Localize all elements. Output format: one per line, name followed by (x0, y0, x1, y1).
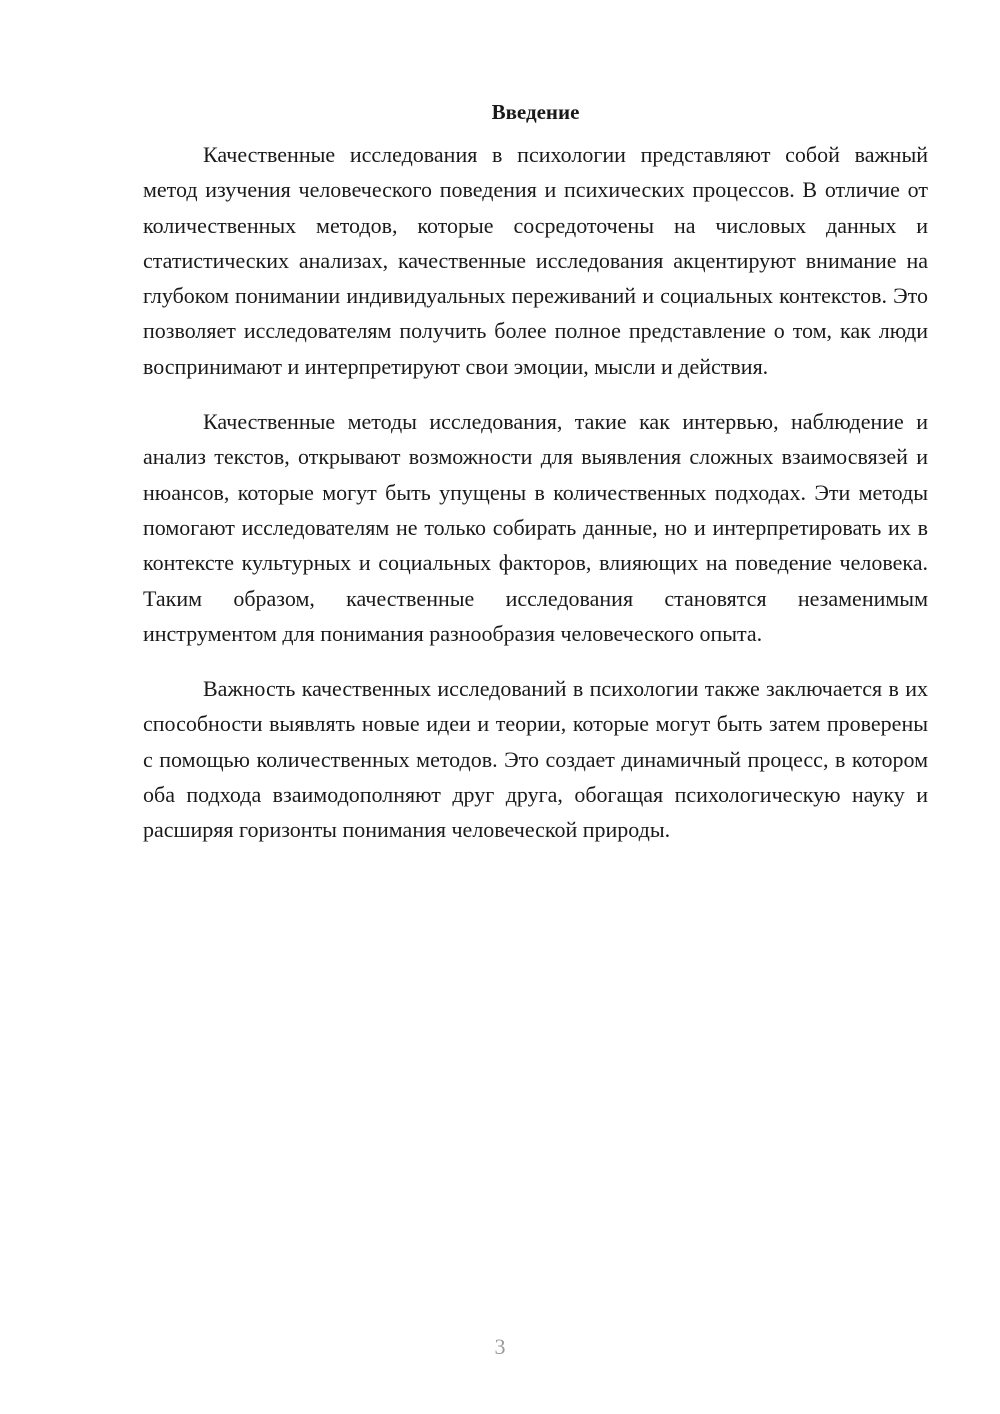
paragraph-3: Важность качественных исследований в психологии также заключается в их способности выявлять новые идеи и теории, которые могут быть затем проверены с помощью количественных методов. Это создает динамичный процесс, в котором оба подхода взаимодополняют друг друга, обогащая психологическую науку и расширяя горизонты понимания человеческой природы. (143, 676, 928, 843)
section-heading: Введение (491, 100, 580, 124)
page-number: 3 (494, 1334, 506, 1359)
paragraph-2: Качественные методы исследования, такие как интервью, наблюдение и анализ текстов, открывают возможности для выявления сложных взаимосвязей и нюансов, которые могут быть упущены в количественных подходах. Эти методы помогают исследователям не только собирать данные, но и интерпретировать их в контексте культурных и социальных факторов, влияющих на поведение человека. Таким образом, качественные исследования становятся незаменимым инструментом для понимания разнообразия человеческого опыта. (143, 409, 928, 646)
paragraph-1: Качественные исследования в психологии представляют собой важный метод изучения человеческого поведения и психических процессов. В отличие от количественных методов, которые сосредоточены на числовых данных и статистических анализах, качественные исследования акцентируют внимание на глубоком понимании индивидуальных переживаний и социальных контекстов. Это позволяет исследователям получить более полное представление о том, как люди воспринимают и интерпретируют свои эмоции, мысли и действия. (143, 142, 928, 379)
page-content (143, 98, 928, 868)
